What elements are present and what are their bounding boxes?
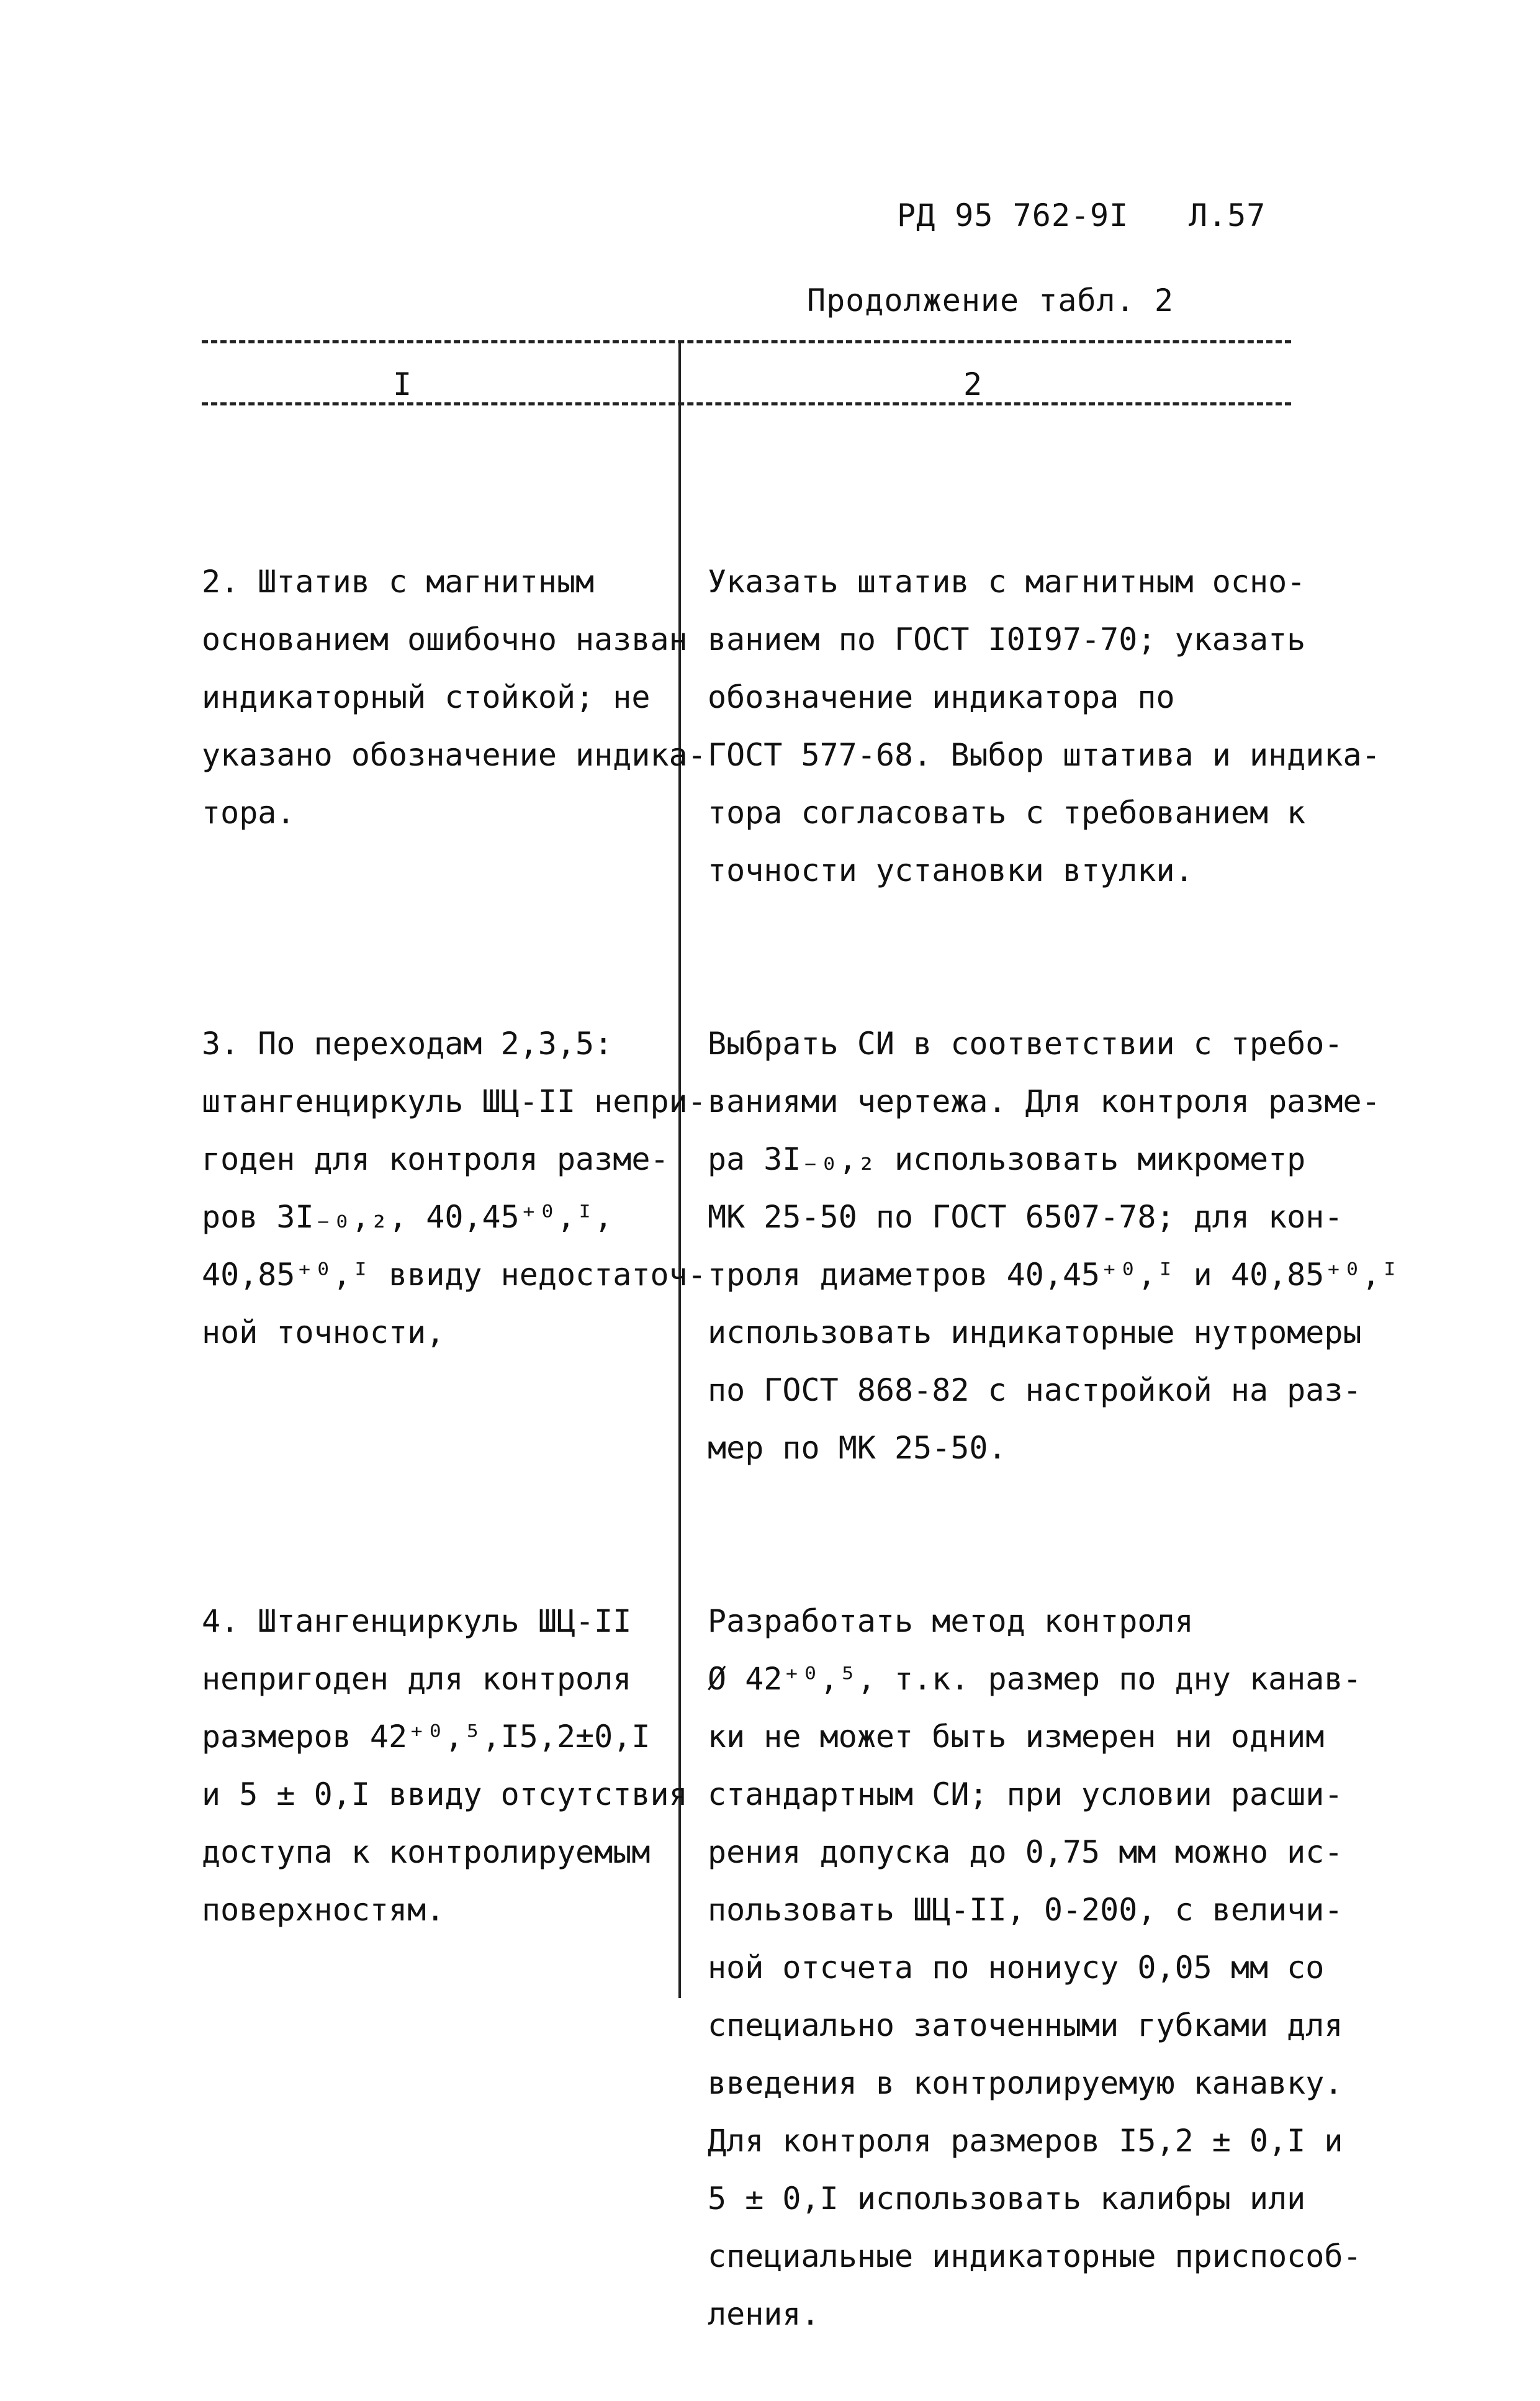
sheet-number: Л.57 bbox=[1189, 197, 1266, 233]
recommendation-item-3: Выбрать СИ в соответствии с требо- ваниями чертежа. Для контроля разме- ра 3I₋₀,₂ использовать микрометр МК 25-50 по ГОСТ 6507-78; для кон- троля диаметров 40,45⁺⁰,ᴵ и 40,85⁺⁰,ᴵ использовать индикаторные нутромеры по ГОСТ 868-82 с настройкой на раз- мер по МК 25-50. bbox=[708, 1026, 1399, 1466]
remark-item-2: 2. Штатив с магнитным основанием ошибочно назван индикаторный стойкой; не указано обозначение индика- тора. bbox=[202, 564, 706, 831]
table-continuation-label: Продолжение табл. 2 bbox=[807, 283, 1174, 319]
document-code: РД 95 762-9I bbox=[897, 197, 1129, 233]
table-top-rule bbox=[202, 340, 1291, 343]
column-2-number: 2 bbox=[963, 366, 983, 402]
recommendation-item-2: Указать штатив с магнитным осно- ванием по ГОСТ I0I97-70; указать обозначение индикатора по ГОСТ 577-68. Выбор штатива и индика- тора согласовать с требованием к точности установки втулки. bbox=[708, 564, 1380, 889]
column-2-recommendations bbox=[708, 438, 1399, 2401]
remark-item-3: 3. По переходам 2,3,5: штангенциркуль ШЦ-II непри- годен для контроля разме- ров 3I₋₀,₂, 40,45⁺⁰,ᴵ, 40,85⁺⁰,ᴵ ввиду недостаточ- ной точности, bbox=[202, 1026, 706, 1350]
table-header-rule bbox=[202, 402, 1291, 405]
column-divider bbox=[678, 340, 681, 1998]
column-1-remarks bbox=[202, 438, 706, 1997]
recommendation-item-4: Разработать метод контроля Ø 42⁺⁰,⁵, т.к. размер по дну канав- ки не может быть измерен ни одним стандартным СИ; при условии расши- рения допуска до 0,75 мм можно ис- пользовать ШЦ-II, 0-200, с величи- ной отсчета по нониусу 0,05 мм со специально заточенными губками для введения в контролируемую канавку. Для контроля размеров I5,2 ± 0,I и 5 ± 0,I использовать калибры или специальные индикаторные приспособ- ления. bbox=[708, 1603, 1362, 2332]
remark-item-4: 4. Штангенциркуль ШЦ-II непригоден для контроля размеров 42⁺⁰,⁵,I5,2±0,I и 5 ± 0,I ввиду отсутствия доступа к контролируемым поверхностям. bbox=[202, 1603, 688, 1928]
column-1-number: I bbox=[393, 366, 412, 402]
